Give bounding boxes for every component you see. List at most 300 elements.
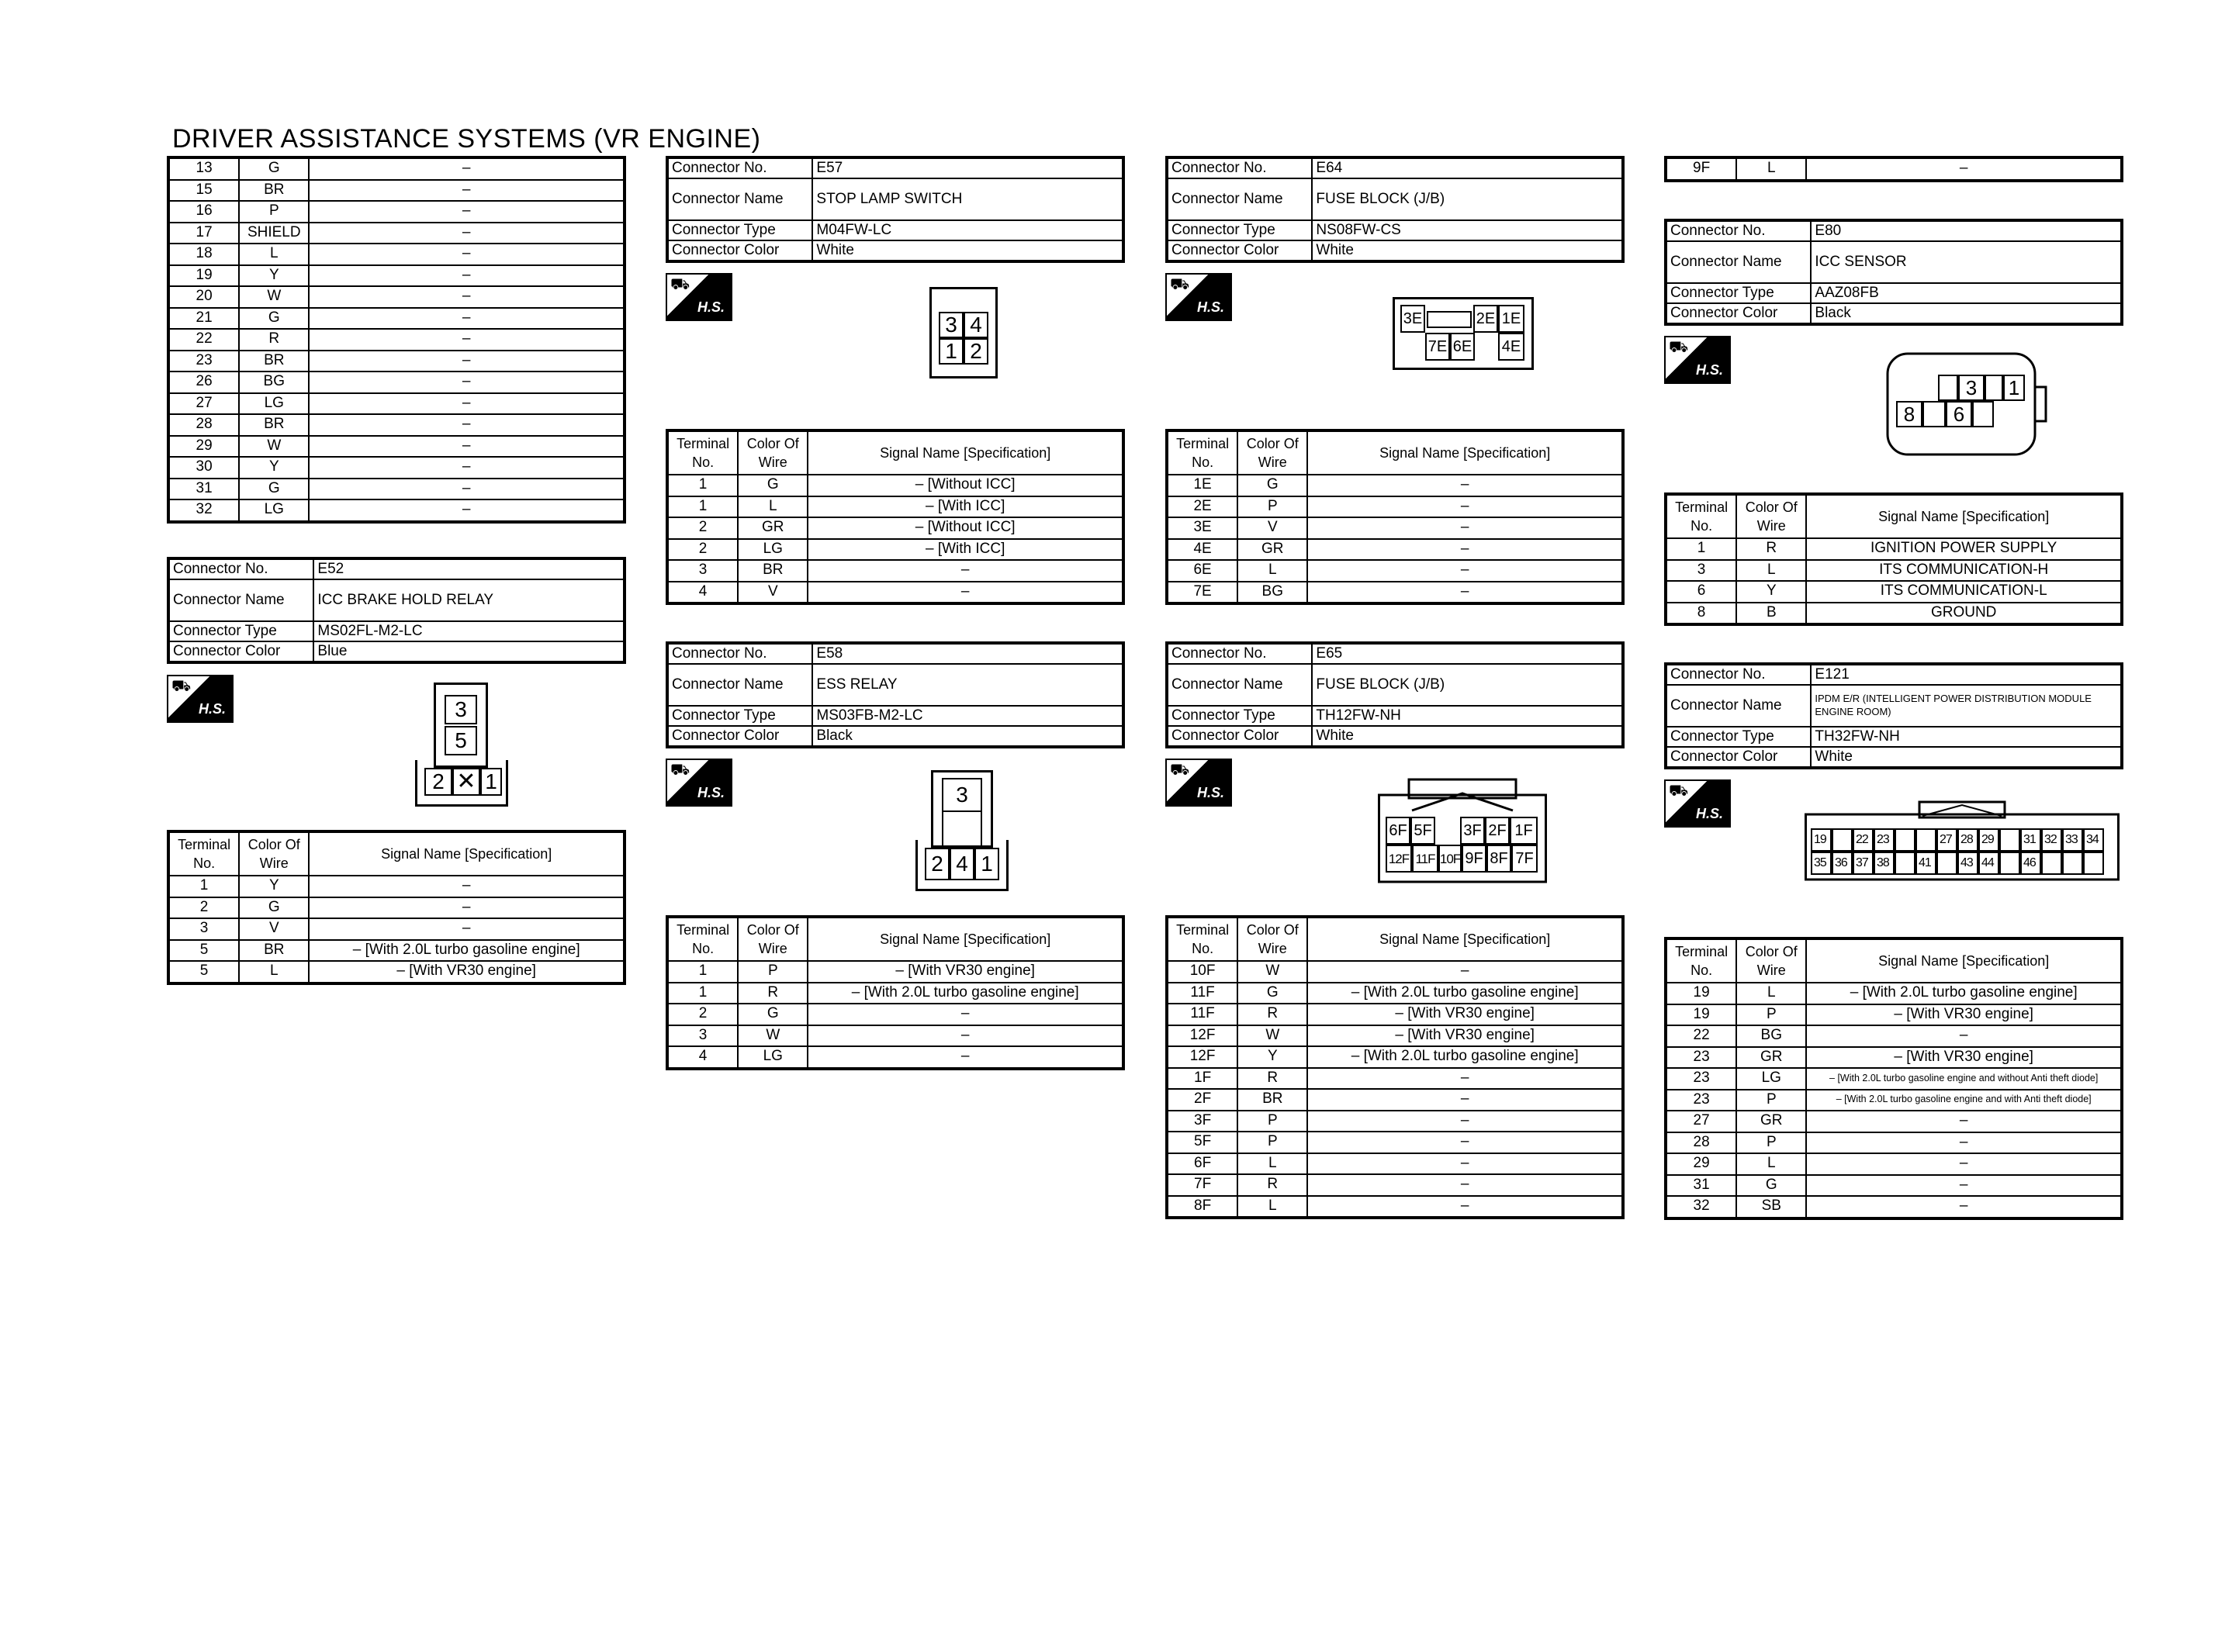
empty-pin [2062, 852, 2083, 875]
signal-name-cell: – [1307, 961, 1623, 983]
pin: 10F [1438, 845, 1462, 873]
terminal-no-cell: 23 [1666, 1090, 1736, 1111]
wire-color-cell: G [738, 475, 808, 496]
pin: 6 [1946, 401, 1972, 427]
signal-name-cell: – [1307, 1111, 1623, 1132]
connector-type: NS08FW-CS [1312, 220, 1623, 240]
connector-no: E121 [1811, 664, 2122, 685]
empty-pin [1999, 828, 2020, 852]
label-connector-name: Connector Name [667, 178, 812, 220]
wire-color-cell: R [1237, 1004, 1307, 1025]
table-row [1167, 1068, 1623, 1090]
table-row [1167, 475, 1623, 496]
label-connector-color: Connector Color [1666, 747, 1811, 768]
wire-color-cell: W [738, 1025, 808, 1047]
signal-name-cell: – [1806, 1111, 2122, 1132]
wire-color-cell: L [1736, 157, 1806, 181]
connector-color: White [1811, 747, 2122, 768]
terminal-no-cell: 1 [168, 876, 239, 897]
terminal-no-cell: 7E [1167, 582, 1237, 604]
pin: 22 [1853, 828, 1874, 852]
signal-name-cell: – [With VR30 engine] [808, 961, 1123, 983]
label-connector-no: Connector No. [1167, 643, 1312, 664]
wire-color-cell: LG [1736, 1068, 1806, 1090]
terminal-no-cell: 3 [168, 918, 239, 940]
signal-name-cell: – [808, 1004, 1123, 1025]
label-connector-color: Connector Color [1167, 240, 1312, 261]
signal-name-cell: – [1307, 1196, 1623, 1218]
label-connector-no: Connector No. [667, 157, 812, 178]
table-row [168, 940, 625, 962]
harness-side-icon: ⛟ H.S. [666, 273, 732, 321]
pin: 43 [1957, 852, 1978, 875]
signal-name-cell: – [1806, 1153, 2122, 1175]
table-row [1167, 582, 1623, 604]
table-row [667, 1004, 1123, 1025]
signal-name-cell: – [309, 918, 625, 940]
label-connector-color: Connector Color [168, 641, 313, 662]
terminal-no-cell: 28 [168, 414, 239, 436]
empty-pin [1832, 828, 1853, 852]
signal-name-cell: – [With ICC] [808, 539, 1123, 561]
table-row [667, 539, 1123, 561]
pin: 1 [2003, 375, 2025, 401]
terminal-table-e64 [1165, 429, 1625, 605]
table-row [1167, 1132, 1623, 1153]
harness-side-icon: ⛟ H.S. [167, 675, 234, 723]
connector-no: E80 [1811, 220, 2122, 241]
table-row [168, 393, 625, 415]
header-terminal-no: Terminal No. [1167, 917, 1237, 961]
cross-icon: ✕ [452, 768, 480, 796]
terminal-no-cell: 3E [1167, 517, 1237, 539]
connector-info-e64 [1165, 156, 1625, 263]
terminal-no-cell: 3F [1167, 1111, 1237, 1132]
header-signal-name: Signal Name [Specification] [808, 430, 1123, 475]
wire-color-cell: L [1736, 560, 1806, 582]
signal-name-cell: – [1806, 1132, 2122, 1154]
terminal-no-cell: 3 [1666, 560, 1736, 582]
signal-name-cell: – [With 2.0L turbo gasoline engine] [1806, 983, 2122, 1004]
label-connector-name: Connector Name [1666, 685, 1811, 727]
signal-name-cell: – [309, 201, 625, 223]
signal-name-cell: – [With 2.0L turbo gasoline engine and with Anti theft diode] [1806, 1090, 2122, 1111]
label-connector-color: Connector Color [1167, 726, 1312, 747]
table-row [1167, 1089, 1623, 1111]
pin: 46 [2020, 852, 2041, 875]
continued-terminal-table [167, 156, 626, 524]
header-terminal-no: Terminal No. [168, 831, 239, 876]
harness-side-icon: ⛟ H.S. [1664, 336, 1731, 384]
header-color-of-wire: Color Of Wire [738, 917, 808, 961]
wire-color-cell: P [1237, 1111, 1307, 1132]
table-row [168, 180, 625, 202]
pin: 32 [2041, 828, 2062, 852]
pin: 35 [1811, 852, 1832, 875]
wire-color-cell: G [239, 157, 309, 180]
connector-no: E52 [313, 558, 625, 579]
wire-color-cell: Y [239, 265, 309, 287]
wire-color-cell: R [1237, 1174, 1307, 1196]
signal-name-cell: – [1307, 1132, 1623, 1153]
pin: 34 [2083, 828, 2104, 852]
terminal-no-cell: 19 [168, 265, 239, 287]
signal-name-cell: – [1307, 539, 1623, 561]
terminal-table-e121 [1664, 937, 2123, 1220]
terminal-no-cell: 1 [667, 475, 738, 496]
pin: 3E [1400, 305, 1425, 333]
pin: 7E [1425, 333, 1450, 361]
table-row [1666, 1025, 2122, 1047]
wire-color-cell: P [738, 961, 808, 983]
header-color-of-wire: Color Of Wire [239, 831, 309, 876]
wire-color-cell: L [239, 244, 309, 265]
terminal-no-cell: 31 [1666, 1175, 1736, 1197]
pin: 2 [964, 338, 988, 365]
label-connector-color: Connector Color [667, 726, 812, 747]
signal-name-cell: – [309, 329, 625, 351]
connector-diagram-e52 [415, 683, 508, 807]
wire-color-cell: BG [1736, 1025, 1806, 1047]
table-row [1666, 1068, 2122, 1090]
wire-color-cell: V [738, 582, 808, 604]
table-row [168, 372, 625, 393]
signal-name-cell: – [With ICC] [808, 496, 1123, 518]
terminal-no-cell: 3 [667, 1025, 738, 1047]
table-row [1167, 1153, 1623, 1175]
table-row [168, 157, 625, 180]
connector-info-e80 [1664, 219, 2123, 326]
connector-type: TH12FW-NH [1312, 706, 1623, 726]
signal-name-cell: – [1307, 1068, 1623, 1090]
pin: 1F [1510, 817, 1538, 845]
wire-color-cell: R [1237, 1068, 1307, 1090]
pin: 2 [424, 768, 452, 796]
signal-name-cell: – [309, 876, 625, 897]
table-row [667, 1046, 1123, 1069]
pin: 3 [445, 695, 477, 724]
table-row [1666, 1111, 2122, 1132]
label-connector-type: Connector Type [1666, 727, 1811, 747]
pin: 6F [1386, 817, 1410, 845]
signal-name-cell: – [With 2.0L turbo gasoline engine] [309, 940, 625, 962]
header-terminal-no: Terminal No. [1666, 494, 1736, 538]
empty-pin [1895, 828, 1915, 852]
signal-name-cell: – [Without ICC] [808, 475, 1123, 496]
header-terminal-no: Terminal No. [667, 917, 738, 961]
table-row [1666, 1004, 2122, 1026]
signal-name-cell: – [With VR30 engine] [1307, 1004, 1623, 1025]
signal-name-cell: – [309, 372, 625, 393]
connector-color: Blue [313, 641, 625, 662]
terminal-no-cell: 1F [1167, 1068, 1237, 1090]
header-color-of-wire: Color Of Wire [1736, 938, 1806, 983]
table-row [168, 414, 625, 436]
terminal-no-cell: 9F [1666, 157, 1736, 181]
table-row [168, 961, 625, 983]
signal-name-cell: – [1307, 1174, 1623, 1196]
signal-name-cell: – [1806, 157, 2122, 181]
terminal-no-cell: 4 [667, 1046, 738, 1069]
connector-color: White [1312, 240, 1623, 261]
empty-pin [2041, 852, 2062, 875]
connector-no: E64 [1312, 157, 1623, 178]
terminal-no-cell: 11F [1167, 983, 1237, 1004]
terminal-table-e57 [666, 429, 1125, 605]
table-row [667, 582, 1123, 604]
header-signal-name: Signal Name [Specification] [309, 831, 625, 876]
pin: 12F [1386, 845, 1412, 873]
wire-color-cell: V [239, 918, 309, 940]
label-connector-no: Connector No. [667, 643, 812, 664]
pin: 29 [1978, 828, 1999, 852]
signal-name-cell: – [309, 157, 625, 180]
wire-color-cell: LG [239, 393, 309, 415]
pin: 19 [1811, 828, 1832, 852]
label-connector-no: Connector No. [168, 558, 313, 579]
table-row [1666, 983, 2122, 1004]
terminal-no-cell: 5F [1167, 1132, 1237, 1153]
terminal-no-cell: 2 [667, 517, 738, 539]
pin: 33 [2062, 828, 2083, 852]
table-row [1666, 560, 2122, 582]
connector-type: TH32FW-NH [1811, 727, 2122, 747]
terminal-no-cell: 13 [168, 157, 239, 180]
label-connector-name: Connector Name [667, 664, 812, 706]
connector-name: ICC SENSOR [1811, 241, 2122, 283]
terminal-table-e52 [167, 830, 626, 985]
table-row [1167, 983, 1623, 1004]
signal-name-cell: – [With VR30 engine] [1307, 1025, 1623, 1047]
wire-color-cell: P [239, 201, 309, 223]
header-signal-name: Signal Name [Specification] [1307, 430, 1623, 475]
terminal-no-cell: 1 [667, 496, 738, 518]
terminal-no-cell: 27 [1666, 1111, 1736, 1132]
connector-info-e58 [666, 641, 1125, 748]
label-connector-name: Connector Name [168, 579, 313, 621]
pin: 37 [1853, 852, 1874, 875]
wire-color-cell: L [1237, 560, 1307, 582]
wire-color-cell: BR [239, 180, 309, 202]
wire-color-cell: BR [738, 560, 808, 582]
table-row [1167, 517, 1623, 539]
terminal-no-cell: 3 [667, 560, 738, 582]
terminal-no-cell: 1 [667, 983, 738, 1004]
pin: 8F [1486, 845, 1511, 873]
wire-color-cell: W [1237, 961, 1307, 983]
header-color-of-wire: Color Of Wire [738, 430, 808, 475]
connector-name: FUSE BLOCK (J/B) [1312, 664, 1623, 706]
terminal-no-cell: 7F [1167, 1174, 1237, 1196]
table-row [1167, 961, 1623, 983]
signal-name-cell: GROUND [1806, 603, 2122, 625]
harness-side-icon: ⛟ H.S. [1664, 779, 1731, 828]
connector-type: MS02FL-M2-LC [313, 621, 625, 641]
wire-color-cell: GR [1736, 1047, 1806, 1069]
table-row [168, 265, 625, 287]
terminal-no-cell: 12F [1167, 1025, 1237, 1047]
terminal-no-cell: 22 [1666, 1025, 1736, 1047]
header-color-of-wire: Color Of Wire [1736, 494, 1806, 538]
signal-name-cell: – [1307, 496, 1623, 518]
wire-color-cell: G [1736, 1175, 1806, 1197]
wire-color-cell: G [738, 1004, 808, 1025]
terminal-no-cell: 23 [168, 351, 239, 372]
connector-name: ESS RELAY [812, 664, 1123, 706]
terminal-no-cell: 28 [1666, 1132, 1736, 1154]
label-connector-no: Connector No. [1666, 664, 1811, 685]
signal-name-cell: – [309, 393, 625, 415]
signal-name-cell: – [808, 1025, 1123, 1047]
table-row [168, 457, 625, 479]
pin: 1 [480, 768, 502, 796]
pin: 36 [1832, 852, 1853, 875]
table-row [168, 329, 625, 351]
table-row [168, 223, 625, 244]
label-connector-type: Connector Type [1666, 283, 1811, 303]
table-row [168, 286, 625, 308]
signal-name-cell: – [With 2.0L turbo gasoline engine and without Anti theft diode] [1806, 1068, 2122, 1090]
table-row [1666, 1090, 2122, 1111]
signal-name-cell: ITS COMMUNICATION-L [1806, 581, 2122, 603]
terminal-table-e58 [666, 915, 1125, 1070]
signal-name-cell: – [309, 897, 625, 919]
wire-color-cell: Y [239, 457, 309, 479]
terminal-no-cell: 27 [168, 393, 239, 415]
wire-color-cell: BR [1237, 1089, 1307, 1111]
table-row [168, 308, 625, 330]
pin: 3 [939, 312, 964, 338]
wire-color-cell: R [239, 329, 309, 351]
connector-name: FUSE BLOCK (J/B) [1312, 178, 1623, 220]
signal-name-cell: – [Without ICC] [808, 517, 1123, 539]
terminal-no-cell: 5 [168, 940, 239, 962]
connector-diagram-e121 [1805, 800, 2120, 881]
wire-color-cell: P [1237, 1132, 1307, 1153]
table-row [1167, 1004, 1623, 1025]
pin: 1 [974, 848, 999, 880]
signal-name-cell: – [808, 560, 1123, 582]
wire-color-cell: BR [239, 940, 309, 962]
table-row [667, 961, 1123, 983]
terminal-no-cell: 32 [1666, 1196, 1736, 1218]
terminal-no-cell: 1 [667, 961, 738, 983]
wire-color-cell: BG [239, 372, 309, 393]
label-connector-type: Connector Type [667, 706, 812, 726]
signal-name-cell: IGNITION POWER SUPPLY [1806, 538, 2122, 560]
table-row [168, 201, 625, 223]
connector-info-e65 [1165, 641, 1625, 748]
wire-color-cell: L [738, 496, 808, 518]
terminal-no-cell: 5 [168, 961, 239, 983]
wire-color-cell: BG [1237, 582, 1307, 604]
terminal-no-cell: 2E [1167, 496, 1237, 518]
pin: 23 [1874, 828, 1895, 852]
connector-type: M04FW-LC [812, 220, 1123, 240]
wire-color-cell: W [1237, 1025, 1307, 1047]
terminal-no-cell: 18 [168, 244, 239, 265]
harness-side-icon: ⛟ H.S. [1165, 273, 1232, 321]
terminal-no-cell: 2 [667, 1004, 738, 1025]
terminal-no-cell: 15 [168, 180, 239, 202]
connector-no: E65 [1312, 643, 1623, 664]
signal-name-cell: – [808, 1046, 1123, 1069]
terminal-no-cell: 12F [1167, 1046, 1237, 1068]
connector-color: Black [812, 726, 1123, 747]
connector-type: MS03FB-M2-LC [812, 706, 1123, 726]
signal-name-cell: – [309, 244, 625, 265]
pin: 27 [1936, 828, 1957, 852]
table-row [168, 499, 625, 522]
table-row [667, 560, 1123, 582]
continued-terminal-table-right [1664, 156, 2123, 182]
wire-color-cell: W [239, 286, 309, 308]
signal-name-cell: – [With 2.0L turbo gasoline engine] [808, 983, 1123, 1004]
table-row [1167, 1196, 1623, 1218]
wire-color-cell: LG [738, 1046, 808, 1069]
signal-name-cell: – [309, 436, 625, 458]
signal-name-cell: – [309, 479, 625, 500]
terminal-no-cell: 21 [168, 308, 239, 330]
table-row [1666, 1132, 2122, 1154]
header-terminal-no: Terminal No. [667, 430, 738, 475]
terminal-no-cell: 2F [1167, 1089, 1237, 1111]
signal-name-cell: – [1806, 1196, 2122, 1218]
label-connector-type: Connector Type [168, 621, 313, 641]
pin: 41 [1915, 852, 1936, 875]
signal-name-cell: – [309, 286, 625, 308]
pin: 44 [1978, 852, 1999, 875]
terminal-no-cell: 1E [1167, 475, 1237, 496]
signal-name-cell: – [With VR30 engine] [1806, 1047, 2122, 1069]
table-row [1666, 1196, 2122, 1218]
signal-name-cell: ITS COMMUNICATION-H [1806, 560, 2122, 582]
wire-color-cell: G [239, 308, 309, 330]
terminal-no-cell: 8 [1666, 603, 1736, 625]
pin: 7F [1511, 845, 1538, 873]
signal-name-cell: – [309, 499, 625, 522]
connector-info-e57 [666, 156, 1125, 263]
wire-color-cell: R [1736, 538, 1806, 560]
wire-color-cell: L [1736, 983, 1806, 1004]
signal-name-cell: – [309, 351, 625, 372]
label-connector-no: Connector No. [1167, 157, 1312, 178]
terminal-no-cell: 20 [168, 286, 239, 308]
table-row [1666, 157, 2122, 181]
connector-name: ICC BRAKE HOLD RELAY [313, 579, 625, 621]
terminal-no-cell: 31 [168, 479, 239, 500]
table-row [1666, 1047, 2122, 1069]
terminal-no-cell: 2 [667, 539, 738, 561]
pin: 4 [964, 312, 988, 338]
terminal-no-cell: 2 [168, 897, 239, 919]
pin: 11F [1412, 845, 1438, 873]
wire-color-cell: G [1237, 475, 1307, 496]
table-row [667, 983, 1123, 1004]
wire-color-cell: LG [239, 499, 309, 522]
label-connector-name: Connector Name [1666, 241, 1811, 283]
label-connector-name: Connector Name [1167, 664, 1312, 706]
connector-diagram-e58 [915, 770, 1009, 891]
signal-name-cell: – [309, 308, 625, 330]
empty-pin [1936, 852, 1957, 875]
label-connector-no: Connector No. [1666, 220, 1811, 241]
empty-pin [1999, 852, 2020, 875]
terminal-no-cell: 29 [1666, 1153, 1736, 1175]
signal-name-cell: – [1307, 475, 1623, 496]
pin: 38 [1874, 852, 1895, 875]
signal-name-cell: – [808, 582, 1123, 604]
